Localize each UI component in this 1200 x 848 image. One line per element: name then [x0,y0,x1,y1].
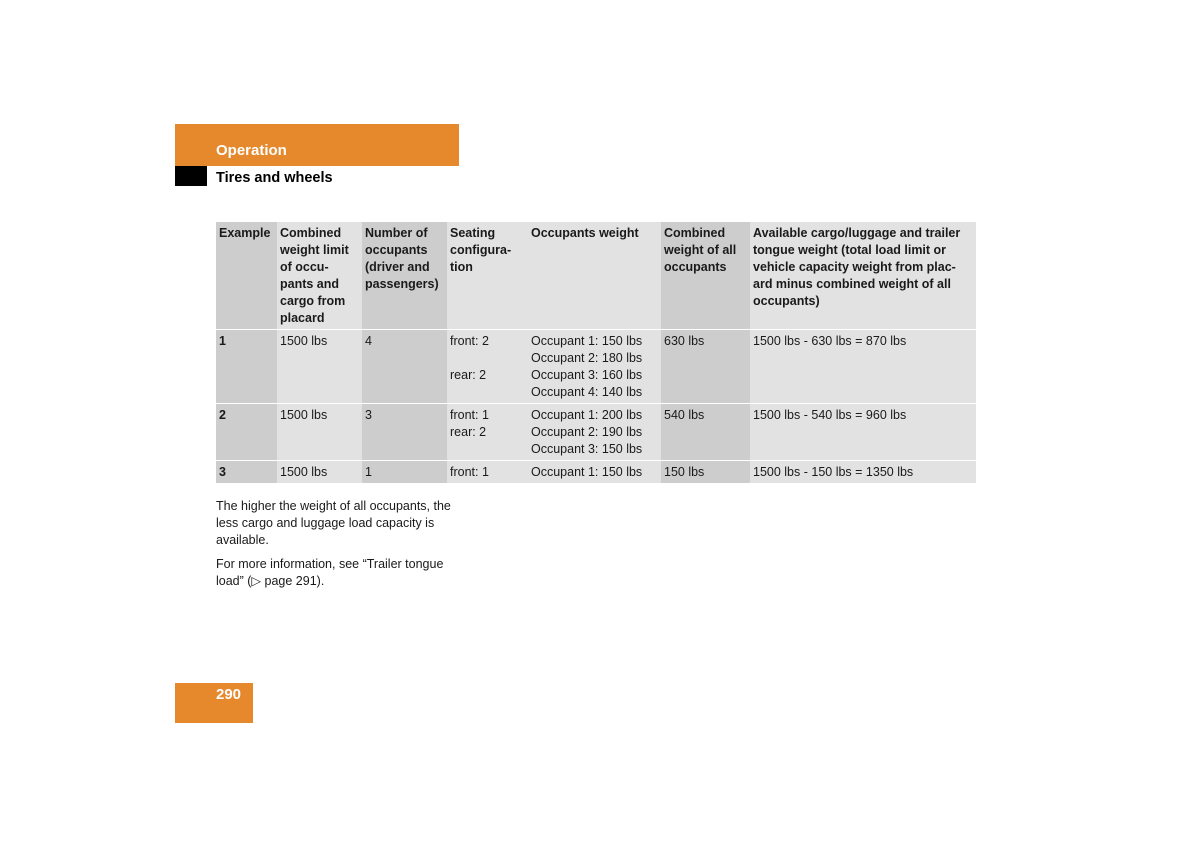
occupant-weight: Occupant 1: 200 lbs [531,408,643,422]
cell-weights [528,403,661,460]
seating-front: front: 1 [450,465,489,479]
occupant-weight: Occupant 3: 150 lbs [531,442,643,456]
seating-front: front: 1 [450,408,489,422]
occupant-weight: Occupant 1: 150 lbs [531,334,643,348]
seating-rear: rear: 2 [450,425,487,439]
cell-limit: 1500 lbs [277,460,362,483]
body-paragraph: The higher the weight of all occupants, the less cargo and luggage load capacity is available. [216,499,451,547]
occupant-weight: Occupant 4: 140 lbs [531,385,643,399]
cell-available: 1500 lbs - 150 lbs = 1350 lbs [750,460,976,483]
cell-seating [447,329,528,403]
body-paragraph-cross-reference: For more information, see “Trailer tongue load” (▷ page 291). [216,557,444,588]
occupant-weight: Occupant 1: 150 lbs [531,465,643,479]
cell-seating [447,403,528,460]
header-occupants-weight: Occupants weight [528,222,661,329]
page-number: 290 [216,686,242,703]
cell-available: 1500 lbs - 540 lbs = 960 lbs [750,403,976,460]
cell-example: 3 [216,460,277,483]
cell-limit: 1500 lbs [277,403,362,460]
header-seating: Seating configura-tion [447,222,528,329]
header-weight-limit: Combined weight limit of occu-pants and cargo from placard [277,222,362,329]
cell-available: 1500 lbs - 630 lbs = 870 lbs [750,329,976,403]
seating-rear: rear: 2 [450,368,487,382]
subsection-marker [175,166,207,186]
cell-weights [528,460,661,483]
header-combined-weight: Combined weight of all occupants [661,222,750,329]
cell-occupants: 4 [362,329,447,403]
cell-occupants: 3 [362,403,447,460]
section-title: Operation [216,142,287,159]
cell-limit: 1500 lbs [277,329,362,403]
load-example-table [216,222,976,483]
table-header-row [216,222,976,329]
table-row [216,403,976,460]
occupant-weight: Occupant 3: 160 lbs [531,368,643,382]
subsection-title: Tires and wheels [216,170,333,186]
cell-example: 1 [216,329,277,403]
header-available-cargo: Available cargo/luggage and trailer tongue weight (total load limit or vehicle capacity weight from plac-ard minus combined weight of all occupants) [750,222,976,329]
table-row [216,329,976,403]
cell-combined: 150 lbs [661,460,750,483]
occupant-weight: Occupant 2: 180 lbs [531,351,643,365]
seating-front: front: 2 [450,334,489,348]
occupant-weight: Occupant 2: 190 lbs [531,425,643,439]
cell-occupants: 1 [362,460,447,483]
cell-seating [447,460,528,483]
cell-weights [528,329,661,403]
header-occupants: Number of occupants (driver and passengers) [362,222,447,329]
header-example: Example [216,222,277,329]
cell-combined: 540 lbs [661,403,750,460]
cell-example: 2 [216,403,277,460]
cell-combined: 630 lbs [661,329,750,403]
page-number-box [175,683,253,723]
table-row [216,460,976,483]
